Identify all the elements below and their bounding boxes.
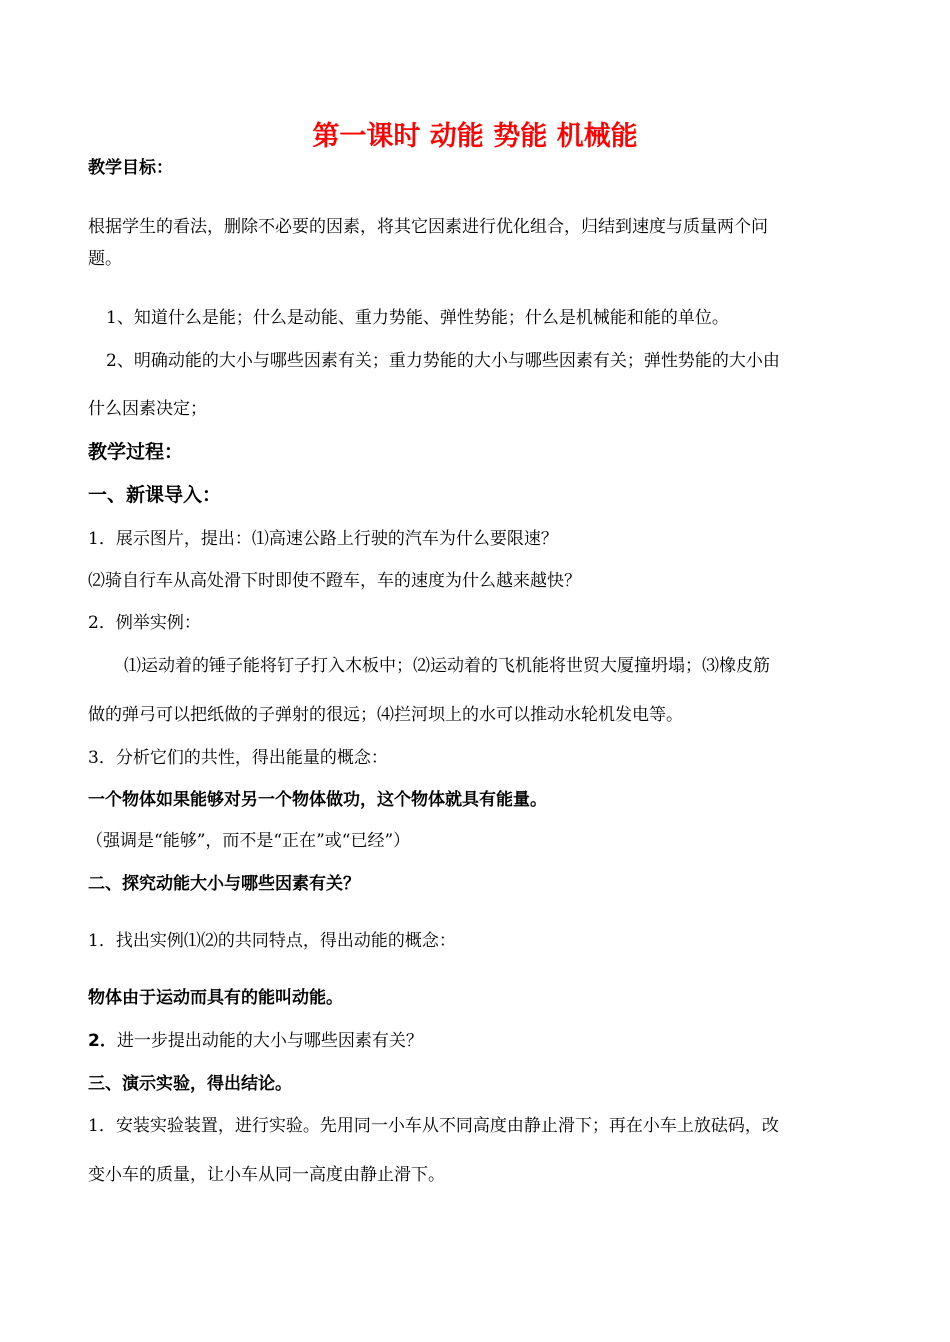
section-3-item-1-line-2: 变小车的质量，让小车从同一高度由静止滑下。 [88,1165,445,1185]
objective-1: 1、知道什么是能；什么是动能、重力势能、弹性势能；什么是机械能和能的单位。 [106,308,729,328]
section-2-heading: 二、探究动能大小与哪些因素有关？ [88,874,360,894]
intro-line-1: 根据学生的看法，删除不必要的因素，将其它因素进行优化组合，归结到速度与质量两个问 [88,217,768,237]
process-heading: 教学过程： [88,441,184,463]
section-2-item-2 [88,1030,423,1052]
section-2-item-2-number: 2． [88,1031,117,1051]
section-1-examples-line-1: ⑴运动着的锤子能将钉子打入木板中；⑵运动着的飞机能将世贸大厦撞坍塌；⑶橡皮筋 [124,656,770,676]
objectives-heading: 教学目标： [88,158,173,178]
section-1-item-1b: ⑵骑自行车从高处滑下时即使不蹬车，车的速度为什么越来越快？ [88,571,581,591]
section-1-item-2: 2．例举实例： [88,613,201,633]
section-1-examples-line-2: 做的弹弓可以把纸做的子弹射的很远；⑷拦河坝上的水可以推动水轮机发电等。 [88,705,683,725]
kinetic-energy-definition: 物体由于运动而具有的能叫动能。 [88,988,343,1008]
intro-line-2: 题。 [88,249,122,269]
emphasis-note: （强调是“能够”，而不是“正在”或“已经”） [86,831,411,851]
section-1-item-3: 3．分析它们的共性，得出能量的概念： [88,748,388,768]
section-3-heading: 三、演示实验，得出结论。 [88,1074,292,1094]
objective-2-line-1: 2、明确动能的大小与哪些因素有关；重力势能的大小与哪些因素有关；弹性势能的大小由 [106,351,780,371]
page-title: 第一课时 动能 势能 机械能 [312,121,638,152]
section-2-item-2-text: 进一步提出动能的大小与哪些因素有关？ [116,1031,423,1051]
objective-2-line-2: 什么因素决定； [88,399,207,419]
section-1-item-1: 1．展示图片，提出：⑴高速公路上行驶的汽车为什么要限速？ [88,529,558,549]
energy-definition: 一个物体如果能够对另一个物体做功，这个物体就具有能量。 [88,790,547,810]
section-2-item-1: 1．找出实例⑴⑵的共同特点，得出动能的概念： [88,931,456,951]
section-1-heading: 一、新课导入： [88,484,222,506]
section-3-item-1-line-1: 1．安装实验装置，进行实验。先用同一小车从不同高度由静止滑下；再在小车上放砝码，改 [88,1116,779,1136]
